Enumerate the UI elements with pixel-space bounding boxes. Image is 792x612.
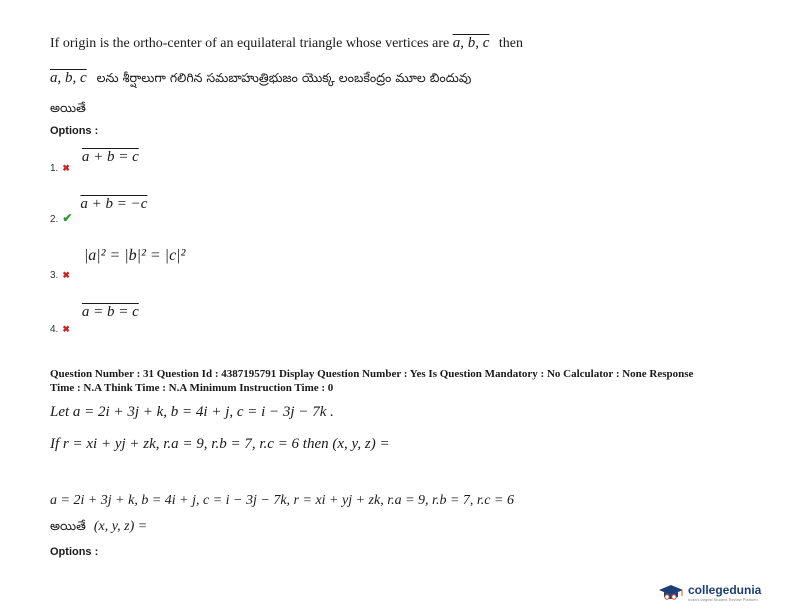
- question-31-meta-line-2: Time : N.A Think Time : N.A Minimum Instruction Time : 0: [50, 382, 334, 394]
- question-31-telugu-suffix: (x, y, z) =: [93, 519, 148, 534]
- option-2-number: 2.: [50, 214, 59, 225]
- option-4-text: a = b = c: [81, 304, 139, 320]
- question-30-stem-text: If origin is the ortho-center of an equilateral triangle whose vertices are: [50, 36, 450, 51]
- option-4-number: 4.: [50, 324, 59, 335]
- collegedunia-logo: [658, 583, 761, 602]
- option-1[interactable]: [50, 148, 139, 174]
- correct-check-icon: ✔: [62, 211, 73, 225]
- option-2[interactable]: [50, 195, 148, 225]
- graduation-cap-icon: [658, 584, 684, 602]
- question-30-stem: [50, 35, 523, 52]
- wrong-mark-icon: ✖: [62, 324, 70, 334]
- wrong-mark-icon: ✖: [62, 270, 70, 280]
- option-1-number: 1.: [50, 163, 59, 174]
- option-3-number: 3.: [50, 270, 59, 281]
- question-30-telugu-stem: [50, 69, 471, 89]
- question-30-telugu-suffix: అయితే: [50, 100, 86, 115]
- question-31-english-line-2: If r = xi + yj + zk, r.a = 9, r.b = 7, r.c = 6 then (x, y, z) =: [50, 436, 390, 452]
- logo-tagline: India's largest Student Review Platform: [688, 597, 758, 602]
- question-30-then: then: [498, 36, 523, 51]
- option-3-text: |a|² = |b|² = |c|²: [83, 247, 186, 264]
- wrong-mark-icon: ✖: [62, 163, 70, 173]
- option-3[interactable]: [50, 247, 186, 281]
- question-30-options-label: Options :: [50, 125, 99, 137]
- option-4[interactable]: [50, 303, 139, 335]
- question-31-telugu-prefix: అయితే: [50, 518, 86, 533]
- question-31-meta-line-1: Question Number : 31 Question Id : 4387195791 Display Question Number : Yes Is Question Mandatory : No Calculator : None Response: [50, 368, 694, 380]
- question-30-telugu-text: లను శీర్షాలుగా గలిగిన సమబాహుత్రిభుజం యొక్క లంబకేంద్రం మూల బిందువు: [96, 70, 472, 85]
- question-30-telugu-vertices: a, b, c: [50, 70, 87, 86]
- question-30-vertices: a, b, c: [452, 35, 490, 51]
- option-2-text: a + b = −c: [80, 196, 148, 212]
- question-31-telugu-line-1: a = 2i + 3j + k, b = 4i + j, c = i − 3j − 7k, r = xi + yj + zk, r.a = 9, r.b = 7, r.c = 6: [50, 493, 514, 508]
- question-31-telugu-line-2: [50, 517, 147, 537]
- logo-name: collegedunia: [688, 583, 762, 597]
- option-1-text: a + b = c: [81, 149, 139, 165]
- question-31-options-label: Options :: [50, 546, 99, 558]
- question-31-english-line-1: Let a = 2i + 3j + k, b = 4i + j, c = i − 3j − 7k .: [50, 404, 334, 420]
